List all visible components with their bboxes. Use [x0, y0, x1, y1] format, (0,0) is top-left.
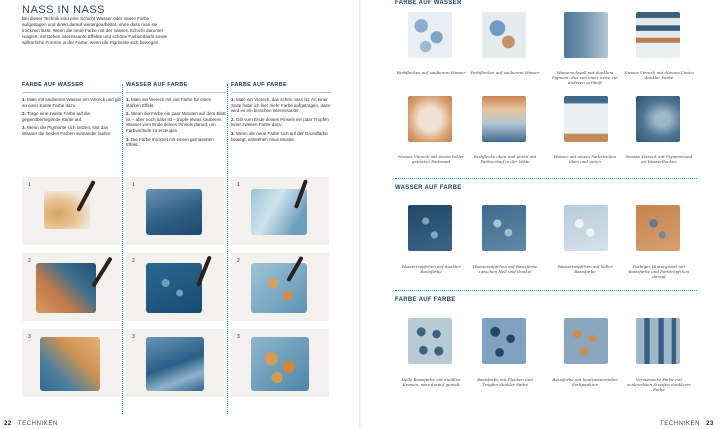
step-photo	[231, 177, 329, 245]
column-separator	[122, 84, 123, 414]
step-photo	[22, 329, 120, 397]
swatch-caption: Helle Basisfarbe mit dunklen Kreisen, nass darauf gemalt	[401, 377, 461, 387]
swatch-caption: Farbiger Hintergrund mit Basisfarbe und Farbtröpfchen darauf	[628, 264, 690, 279]
watercolor-swatch	[564, 12, 608, 58]
step-photo	[231, 329, 329, 397]
watercolor-swatch	[408, 318, 452, 364]
section-heading: FARBE AUF WASSER	[395, 0, 462, 6]
photo-number: 2	[28, 258, 31, 264]
swatch-caption: Farbflecke oben und unten mit Farbverlauf in der Mitte	[473, 154, 537, 164]
footer-label: TECHNIKEN	[660, 421, 701, 427]
section-heading: WASSER AUF FARBE	[395, 185, 462, 191]
section-divider	[395, 290, 697, 291]
page-footer	[4, 421, 58, 427]
swatch-caption: Nasses Viereck mit dünnen Linien dunkler Farbe	[624, 70, 694, 80]
swatch-caption: Wasserschwall mit dunklem Pigment, das von einer Seite zur anderen verläuft	[551, 70, 619, 85]
page-number: 22	[4, 421, 12, 427]
step-photo	[126, 329, 224, 397]
step-photo	[22, 177, 120, 245]
watercolor-swatch	[636, 12, 680, 58]
section-divider	[395, 178, 697, 179]
step-photo	[126, 253, 224, 321]
page-title: NASS IN NASS	[22, 4, 106, 16]
watercolor-swatch	[40, 337, 100, 391]
watercolor-swatch	[482, 12, 526, 58]
step-3: 3. Die Farbe trocknet mit einem gemaserten Effekt.	[126, 136, 214, 148]
photo-number: 2	[237, 258, 240, 264]
photo-number: 1	[237, 182, 240, 188]
right-page	[360, 0, 720, 429]
page-footer	[660, 421, 720, 427]
photo-number: 3	[132, 334, 135, 340]
watercolor-swatch	[482, 96, 526, 142]
swatch-caption: Nasses Viereck mit einem heller getönten Farbrand	[398, 154, 464, 164]
watercolor-swatch	[408, 205, 452, 251]
step-photo	[126, 177, 224, 245]
column-heading: WASSER AUF FARBE	[126, 82, 188, 88]
watercolor-swatch	[251, 263, 307, 313]
watercolor-swatch	[636, 205, 680, 251]
step-2: 2. Wenn die Farbe ein paar Minuten auf dem Blatt ist – aber noch nass ist – tropfe etwas sauberes Wasser vom Ende deines Pinsels darauf, um Farbverläufe zu erzeugen.	[126, 111, 226, 133]
divider	[231, 92, 331, 93]
step-1: 1. Male ein Viereck mit viel Farbe für einen starken Effekt.	[126, 97, 212, 108]
watercolor-swatch	[564, 318, 608, 364]
photo-number: 3	[28, 334, 31, 340]
watercolor-swatch	[251, 337, 309, 391]
watercolor-swatch	[408, 12, 452, 58]
watercolor-swatch	[146, 189, 202, 235]
photo-number: 1	[132, 182, 135, 188]
swatch-caption: Farbflecken auf sauberem Wasser	[470, 70, 540, 75]
watercolor-swatch	[482, 318, 526, 364]
divider	[126, 92, 226, 93]
watercolor-swatch	[482, 205, 526, 251]
photo-number: 3	[237, 334, 240, 340]
photo-number: 2	[132, 258, 135, 264]
step-3: 3. Wenn die Pigmente sich setzen, löst das Wasser die beiden Farben ineinander laufen.	[22, 125, 112, 136]
step-2: 2. Trage eine zweite Farbe auf die gegenüberliegende Kante auf.	[22, 111, 91, 122]
step-photo	[22, 253, 120, 321]
intro-text: Bei dieser Technik wird eine Schicht Wasser oder nasse Farbe aufgetragen und direkt darauf weitergearbeitet, ohne dass man sie trocknen lässt. Wenn die neue Farbe mit der nassen Schicht darunter reagiert, entstehen interessante Effekte und schöne Farbverläufe sowie willkürliche Formen in der Farbe, wenn die Pigmente sich bewegen.	[22, 16, 168, 45]
section-heading: FARBE AUF FARBE	[395, 297, 456, 303]
step-2: 2. Gib vom Ende deines Pinsels ein paar Tropfen einer zweiten Farbe dazu.	[231, 116, 329, 128]
column-wasser-auf-farbe	[126, 82, 226, 151]
step-1: 1. Male ein Viereck, das schön nass ist. An einer Seite habe ich hier mehr Farbe aufgetragen, dann wird es ein bisschen interessanter.	[231, 97, 331, 114]
swatch-caption: Basisfarbe mit Flecken und Tropfen dunkler Farbe	[477, 377, 533, 387]
watercolor-swatch	[408, 96, 452, 142]
watercolor-swatch	[564, 96, 608, 142]
column-farbe-auf-farbe	[231, 82, 331, 145]
watercolor-swatch	[146, 263, 202, 313]
swatch-caption: Farbflecken auf sauberem Wasser	[396, 70, 466, 75]
swatch-caption: Nasses Viereck mit Pigmentrand an Wasserflecken	[625, 154, 693, 164]
swatch-caption: Verwässerte Farbe mit senkrechten Streifen dunklerer Farbe	[627, 377, 691, 392]
swatch-caption: Wasser mit einem Farbstreifen oben und unten	[553, 154, 617, 164]
divider	[22, 92, 122, 93]
watercolor-swatch	[564, 205, 608, 251]
swatch-caption: Wassertröpfchen auf heller Basisfarbe	[557, 264, 613, 274]
step-3: 3. Wenn die neue Farbe sich auf der Grundfarbe bewegt, entstehen neue Muster.	[231, 130, 328, 142]
watercolor-swatch	[146, 337, 204, 391]
column-farbe-auf-wasser	[22, 82, 122, 140]
column-heading: FARBE AUF WASSER	[22, 82, 84, 88]
watercolor-swatch	[36, 263, 96, 313]
swatch-caption: Wassertröpfchen auf dunkler Basisfarbe	[401, 264, 461, 274]
column-separator	[227, 84, 228, 414]
watercolor-swatch	[636, 318, 680, 364]
page-number: 23	[706, 421, 714, 427]
footer-label: TECHNIKEN	[17, 421, 58, 427]
swatch-caption: Basisfarbe mit kontrastierenden Farbpunkten	[552, 377, 618, 387]
swatch-caption: Wassertröpfchen auf Basisfarbe zwischen Hell und Dunkel	[472, 264, 538, 274]
column-heading: FARBE AUF FARBE	[231, 82, 287, 88]
watercolor-swatch	[636, 96, 680, 142]
photo-number: 1	[28, 182, 31, 188]
step-1: 1. Male mit sauberem Wasser ein Viereck und gib an einer Kante Farbe dazu.	[22, 97, 122, 108]
step-photo	[231, 253, 329, 321]
